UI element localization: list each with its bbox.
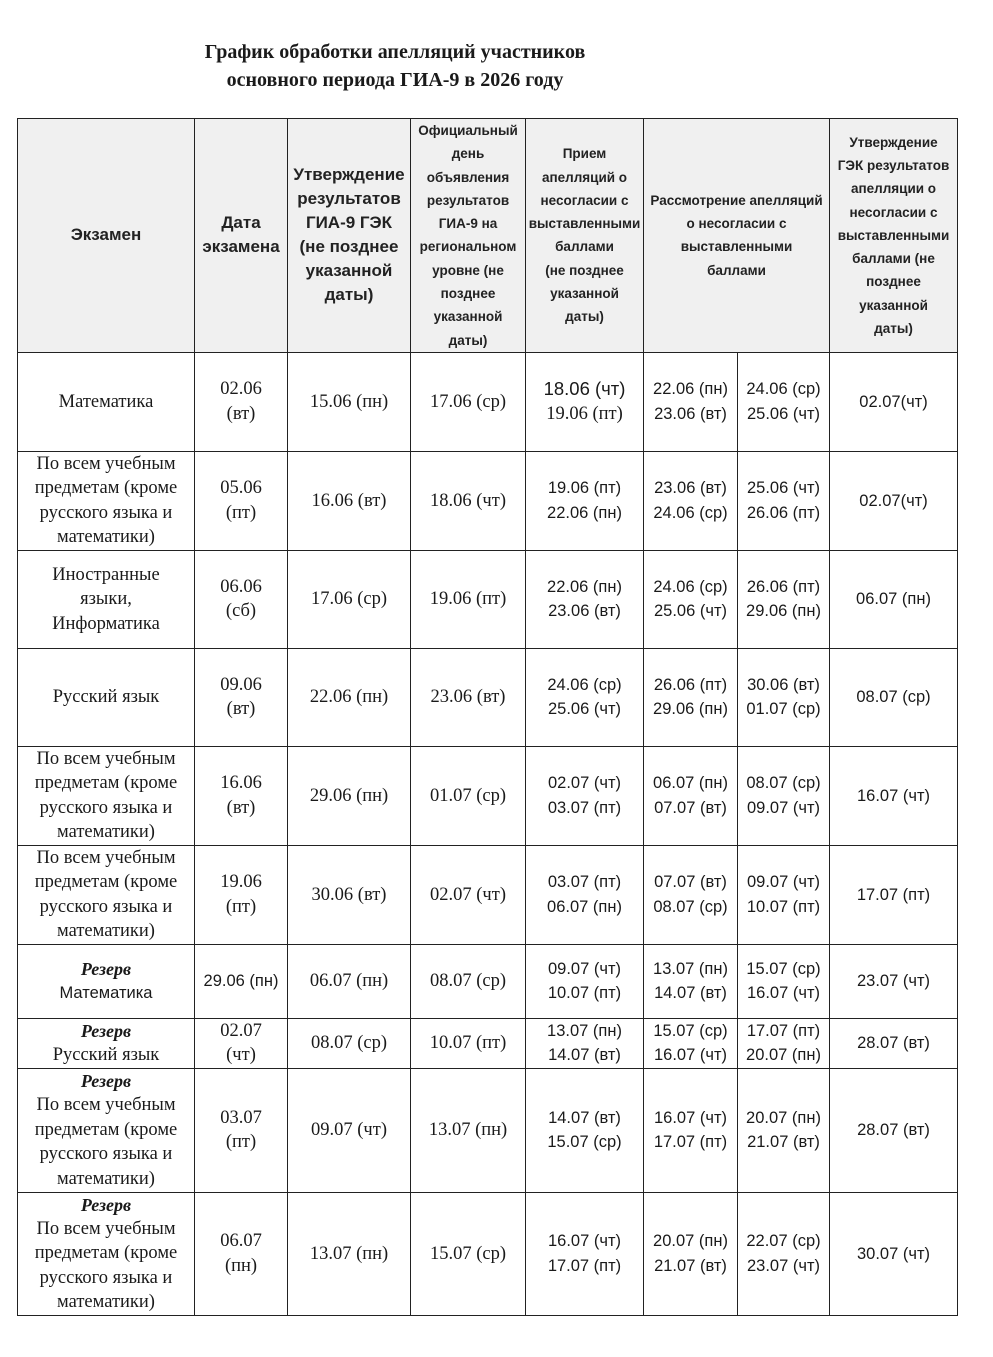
exam-date-line: (вт) — [226, 403, 256, 424]
table-row — [18, 746, 958, 845]
appeal-receipt-cell — [526, 451, 644, 550]
exam-name-line: По всем учебным — [36, 748, 176, 769]
appeal-review-second-cell — [738, 1192, 830, 1315]
exam-date-line: (вт) — [226, 797, 256, 818]
exam-date-line: (пт) — [225, 502, 257, 523]
header-approval — [288, 119, 411, 353]
appeal-receipt-line: 03.07 (пт) — [547, 873, 622, 892]
appeal-review-second-line: 30.06 (вт) — [747, 675, 820, 694]
appeal-review-first-cell — [644, 352, 738, 451]
official-day-cell: 13.07 (пн) — [411, 1068, 526, 1192]
exam-date-cell — [195, 352, 288, 451]
appeal-review-second-line: 08.07 (ср) — [746, 774, 821, 793]
appeal-review-second-line: 26.06 (пт) — [746, 503, 821, 522]
exam-name-line: предметам (кроме — [34, 773, 178, 794]
appeal-review-first-line: 17.07 (пт) — [653, 1133, 728, 1152]
appeal-receipt-cell — [526, 1192, 644, 1315]
appeal-review-first-line: 08.07 (ср) — [653, 897, 728, 916]
header-approval-line: (не позднее — [299, 237, 399, 257]
appeal-review-second-line: 16.07 (чт) — [746, 984, 821, 1003]
exam-cell — [18, 1068, 195, 1192]
appeal-review-first-cell — [644, 451, 738, 550]
exam-name-line: предметам (кроме — [34, 872, 178, 893]
header-official-day-line: Официальный — [418, 123, 518, 138]
table-row — [18, 451, 958, 550]
appeal-receipt-cell — [526, 845, 644, 944]
appeal-review-second-line: 10.07 (пт) — [746, 897, 821, 916]
appeal-review-first-line: 24.06 (ср) — [653, 503, 728, 522]
header-official-day-line: региональном — [419, 239, 517, 255]
header-exam: Экзамен — [18, 119, 195, 353]
appeal-review-first-line: 13.07 (пн) — [653, 959, 728, 978]
appeal-receipt-cell — [526, 944, 644, 1018]
table-row — [18, 845, 958, 944]
exam-date-line: 05.06 — [220, 478, 262, 499]
table-body — [18, 352, 958, 1315]
gek-approval-cell: 02.07(чт) — [830, 451, 958, 550]
reserve-label: Резерв — [80, 1194, 132, 1215]
appeal-review-second-cell — [738, 746, 830, 845]
approval-cell: 17.06 (ср) — [288, 550, 411, 648]
appeal-review-first-line: 16.07 (чт) — [653, 1046, 728, 1065]
exam-name-line: русского языка и — [39, 1267, 173, 1288]
appeal-review-second-cell — [738, 1018, 830, 1068]
appeal-receipt-line: 22.06 (пн) — [547, 503, 622, 522]
exam-name-line: математики) — [57, 822, 155, 843]
gek-approval-cell: 28.07 (вт) — [830, 1068, 958, 1192]
exam-name-line: русского языка и — [39, 1144, 173, 1165]
official-day-cell: 01.07 (ср) — [411, 746, 526, 845]
exam-name-line: математики) — [57, 921, 155, 942]
header-appeal-receipt-line: апелляций о — [541, 169, 628, 185]
header-appeal-receipt-line: (не позднее — [545, 262, 624, 278]
header-appeal-review-line: выставленными — [680, 239, 793, 255]
exam-cell — [18, 451, 195, 550]
exam-name-line: Русский язык — [52, 687, 160, 708]
appeal-review-second-cell — [738, 451, 830, 550]
table-row — [18, 1192, 958, 1315]
appeal-receipt-cell — [526, 550, 644, 648]
appeal-review-first-line: 21.07 (вт) — [654, 1256, 727, 1275]
header-appeal-receipt-line: несогласии с — [540, 192, 629, 208]
table-row — [18, 648, 958, 746]
gek-approval-cell: 17.07 (пт) — [830, 845, 958, 944]
header-appeal-receipt — [526, 119, 644, 353]
appeal-review-second-cell — [738, 944, 830, 1018]
header-official-day-line: позднее — [440, 286, 496, 302]
appeal-receipt-line: 24.06 (ср) — [547, 675, 622, 694]
appeal-review-first-line: 23.06 (вт) — [654, 479, 727, 498]
official-day-cell: 17.06 (ср) — [411, 352, 526, 451]
appeal-review-second-line: 25.06 (чт) — [746, 404, 821, 423]
appeal-review-first-line: 07.07 (вт) — [654, 798, 727, 817]
appeal-review-first-line: 07.07 (вт) — [654, 873, 727, 892]
appeal-review-first-cell — [644, 648, 738, 746]
header-exam-date-line: экзамена — [202, 237, 280, 257]
exam-name-line: математики) — [57, 1168, 155, 1189]
header-appeal-receipt-line: Прием — [562, 146, 607, 162]
appeal-receipt-line: 06.07 (пн) — [547, 897, 622, 916]
official-day-cell: 15.07 (ср) — [411, 1192, 526, 1315]
exam-cell — [18, 845, 195, 944]
exam-date-line: 02.07 — [220, 1020, 262, 1041]
official-day-cell: 18.06 (чт) — [411, 451, 526, 550]
official-day-cell: 23.06 (вт) — [411, 648, 526, 746]
exam-date-line: (чт) — [226, 1045, 256, 1066]
appeal-review-second-line: 25.06 (чт) — [746, 479, 821, 498]
exam-name-line: Математика — [58, 391, 154, 412]
title-line-1: График обработки апелляций участников — [204, 41, 586, 63]
header-exam-date — [195, 119, 288, 353]
appeal-receipt-line: 15.07 (ср) — [547, 1133, 622, 1152]
appeal-review-first-cell — [644, 1192, 738, 1315]
table-row — [18, 1068, 958, 1192]
exam-date-line: 29.06 (пн) — [203, 972, 279, 991]
header-exam-date-line: Дата — [221, 213, 261, 233]
appeal-review-second-cell — [738, 1068, 830, 1192]
appeal-review-second-line: 09.07 (чт) — [746, 798, 821, 817]
exam-name-line: русского языка и — [39, 502, 173, 523]
appeal-review-first-line: 16.07 (чт) — [653, 1108, 728, 1127]
exam-date-line: (пт) — [225, 896, 257, 917]
appeal-review-first-cell — [644, 1068, 738, 1192]
header-approval-line: указанной — [305, 261, 393, 281]
appeal-review-first-line: 29.06 (пн) — [653, 700, 728, 719]
header-official-day-line: даты) — [448, 332, 488, 348]
appeal-receipt-cell — [526, 746, 644, 845]
exam-date-line: 16.06 — [220, 773, 262, 794]
header-gek-approval-line: баллами (не — [852, 251, 935, 267]
exam-date-line: (пт) — [225, 1132, 257, 1153]
exam-name-line: предметам (кроме — [34, 1119, 178, 1140]
appeal-receipt-line: 09.07 (чт) — [547, 959, 622, 978]
exam-cell — [18, 1192, 195, 1315]
appeal-review-first-line: 23.06 (вт) — [654, 404, 727, 423]
appeal-review-first-line: 22.06 (пн) — [653, 380, 728, 399]
appeal-review-first-cell — [644, 944, 738, 1018]
header-official-day-line: день — [451, 146, 485, 162]
exam-name-line: русского языка и — [39, 896, 173, 917]
exam-name-line: Математика — [59, 984, 153, 1003]
appeal-receipt-line: 17.07 (пт) — [547, 1256, 622, 1275]
exam-date-line: (пн) — [224, 1255, 258, 1276]
header-approval-line: ГИА-9 ГЭК — [305, 213, 393, 233]
appeal-review-first-cell — [644, 550, 738, 648]
header-gek-approval-line: указанной — [859, 297, 928, 313]
exam-name-line: математики) — [57, 1292, 155, 1313]
header-official-day-line: уровне (не — [432, 262, 504, 278]
appeal-receipt-line: 13.07 (пн) — [547, 1021, 622, 1040]
appeal-receipt-cell — [526, 1068, 644, 1192]
exam-cell — [18, 648, 195, 746]
reserve-label: Резерв — [80, 959, 132, 980]
appeal-review-second-line: 15.07 (ср) — [746, 959, 821, 978]
document-title — [110, 38, 680, 94]
exam-name-line: русского языка и — [39, 797, 173, 818]
appeal-review-second-cell — [738, 845, 830, 944]
gek-approval-cell: 28.07 (вт) — [830, 1018, 958, 1068]
appeal-review-second-line: 01.07 (ср) — [746, 700, 821, 719]
header-row — [18, 119, 958, 353]
approval-cell: 09.07 (чт) — [288, 1068, 411, 1192]
header-gek-approval-line: позднее — [866, 274, 921, 290]
exam-date-cell — [195, 1068, 288, 1192]
appeal-review-second-line: 20.07 (пн) — [746, 1108, 821, 1127]
exam-date-cell — [195, 1192, 288, 1315]
exam-name-line: По всем учебным — [36, 1218, 176, 1239]
exam-date-cell — [195, 1018, 288, 1068]
exam-name-line: Информатика — [52, 613, 160, 634]
appeal-review-first-line: 15.07 (ср) — [653, 1021, 728, 1040]
header-gek-approval-line: несогласии с — [849, 204, 938, 220]
exam-date-line: (сб) — [225, 601, 257, 622]
official-day-cell: 08.07 (ср) — [411, 944, 526, 1018]
gek-approval-cell: 30.07 (чт) — [830, 1192, 958, 1315]
gek-approval-cell: 16.07 (чт) — [830, 746, 958, 845]
exam-date-line: 03.07 — [220, 1107, 262, 1128]
exam-name-line: По всем учебным — [36, 847, 176, 868]
header-appeal-receipt-line: указанной — [550, 286, 619, 302]
approval-cell: 06.07 (пн) — [288, 944, 411, 1018]
exam-date-cell — [195, 944, 288, 1018]
appeal-review-second-line: 24.06 (ср) — [746, 380, 821, 399]
header-appeal-review — [644, 119, 830, 353]
reserve-label: Резерв — [80, 1021, 132, 1042]
exam-name-line: языки, — [80, 589, 132, 610]
header-appeal-receipt-line: баллами — [555, 239, 614, 255]
appeal-receipt-cell — [526, 1018, 644, 1068]
appeal-review-first-cell — [644, 845, 738, 944]
exam-date-line: 02.06 — [220, 379, 262, 400]
header-official-day — [411, 119, 526, 353]
appeal-receipt-line: 18.06 (чт) — [543, 378, 626, 400]
appeal-review-second-line: 29.06 (пн) — [746, 602, 821, 621]
exam-date-line: 19.06 — [220, 872, 262, 893]
exam-name-line: По всем учебным — [36, 1095, 176, 1116]
appeal-review-first-line: 26.06 (пт) — [653, 675, 728, 694]
appeal-review-first-line: 20.07 (пн) — [653, 1232, 728, 1251]
appeal-receipt-line: 03.07 (пт) — [547, 798, 622, 817]
appeal-receipt-line: 25.06 (чт) — [547, 700, 622, 719]
header-approval-line: результатов — [297, 189, 401, 209]
gek-approval-cell: 06.07 (пн) — [830, 550, 958, 648]
header-gek-approval-line: Утверждение — [849, 134, 938, 150]
appeal-receipt-cell — [526, 648, 644, 746]
exam-date-line: 06.07 — [220, 1231, 262, 1252]
appeal-receipt-line: 23.06 (вт) — [548, 602, 621, 621]
table-row — [18, 1018, 958, 1068]
appeal-review-second-line: 23.07 (чт) — [746, 1256, 821, 1275]
exam-date-line: 06.06 — [220, 576, 262, 597]
appeal-receipt-cell — [526, 352, 644, 451]
title-line-2: основного периода ГИА-9 в 2026 году — [226, 69, 564, 91]
official-day-cell: 02.07 (чт) — [411, 845, 526, 944]
appeal-receipt-line: 02.07 (чт) — [547, 774, 622, 793]
exam-cell — [18, 944, 195, 1018]
approval-cell: 08.07 (ср) — [288, 1018, 411, 1068]
exam-cell — [18, 550, 195, 648]
exam-name-line: предметам (кроме — [34, 1243, 178, 1264]
appeal-receipt-line: 19.06 (пт) — [547, 479, 622, 498]
appeal-review-first-line: 24.06 (ср) — [653, 577, 728, 596]
gek-approval-cell: 23.07 (чт) — [830, 944, 958, 1018]
header-appeal-receipt-line: выставленными — [528, 216, 641, 232]
appeal-review-second-line: 21.07 (вт) — [747, 1133, 820, 1152]
exam-date-cell — [195, 746, 288, 845]
exam-date-cell — [195, 845, 288, 944]
exam-name-line: предметам (кроме — [34, 478, 178, 499]
header-official-day-line: ГИА-9 на — [438, 216, 498, 232]
header-approval-line: Утверждение — [293, 165, 405, 185]
header-appeal-review-line: баллами — [707, 262, 766, 278]
exam-date-cell — [195, 648, 288, 746]
approval-cell: 15.06 (пн) — [288, 352, 411, 451]
appeals-schedule-table — [17, 118, 958, 1316]
appeal-review-first-line: 06.07 (пн) — [653, 774, 728, 793]
header-approval-line: даты) — [324, 285, 374, 305]
appeal-review-second-cell — [738, 550, 830, 648]
approval-cell: 29.06 (пн) — [288, 746, 411, 845]
appeal-review-second-line: 09.07 (чт) — [746, 873, 821, 892]
table-row — [18, 944, 958, 1018]
header-appeal-receipt-line: даты) — [565, 309, 604, 325]
approval-cell: 30.06 (вт) — [288, 845, 411, 944]
official-day-cell: 10.07 (пт) — [411, 1018, 526, 1068]
header-gek-approval-line: даты) — [874, 321, 913, 337]
appeal-receipt-line: 22.06 (пн) — [547, 577, 622, 596]
approval-cell: 22.06 (пн) — [288, 648, 411, 746]
exam-name-line: Иностранные — [52, 564, 160, 585]
header-gek-approval-line: апелляции о — [850, 181, 937, 197]
approval-cell: 16.06 (вт) — [288, 451, 411, 550]
gek-approval-cell: 08.07 (ср) — [830, 648, 958, 746]
exam-cell — [18, 746, 195, 845]
appeal-receipt-line: 10.07 (пт) — [547, 984, 622, 1003]
appeal-review-second-line: 26.06 (пт) — [746, 577, 821, 596]
exam-name-line: По всем учебным — [36, 453, 176, 474]
exam-name-line: Русский язык — [52, 1045, 160, 1066]
exam-date-cell — [195, 451, 288, 550]
appeal-review-first-cell — [644, 1018, 738, 1068]
appeal-receipt-line: 16.07 (чт) — [547, 1232, 622, 1251]
header-gek-approval-line: выставленными — [837, 227, 950, 243]
reserve-label: Резерв — [80, 1071, 132, 1092]
header-appeal-review-line: Рассмотрение апелляций — [650, 192, 823, 208]
header-gek-approval — [830, 119, 958, 353]
gek-approval-cell: 02.07(чт) — [830, 352, 958, 451]
official-day-cell: 19.06 (пт) — [411, 550, 526, 648]
appeal-receipt-line: 14.07 (вт) — [548, 1108, 621, 1127]
table-row — [18, 550, 958, 648]
approval-cell: 13.07 (пн) — [288, 1192, 411, 1315]
appeal-receipt-line: 14.07 (вт) — [548, 1046, 621, 1065]
exam-cell — [18, 352, 195, 451]
header-official-day-line: объявления — [426, 169, 510, 185]
exam-cell — [18, 1018, 195, 1068]
appeal-review-first-cell — [644, 746, 738, 845]
appeal-review-second-cell — [738, 648, 830, 746]
appeal-review-second-line: 20.07 (пн) — [746, 1046, 821, 1065]
appeal-review-second-line: 17.07 (пт) — [746, 1021, 821, 1040]
header-official-day-line: результатов — [426, 192, 510, 208]
appeal-review-first-line: 14.07 (вт) — [654, 984, 727, 1003]
header-gek-approval-line: ГЭК результатов — [837, 157, 950, 173]
header-appeal-review-line: о несогласии с — [686, 216, 787, 232]
exam-date-line: 09.06 — [220, 674, 262, 695]
appeal-review-second-cell — [738, 352, 830, 451]
header-official-day-line: указанной — [433, 309, 503, 325]
exam-date-line: (вт) — [226, 699, 256, 720]
appeal-receipt-line: 19.06 (пт) — [546, 403, 623, 424]
exam-date-cell — [195, 550, 288, 648]
exam-name-line: математики) — [57, 527, 155, 548]
appeal-review-second-line: 22.07 (ср) — [746, 1232, 821, 1251]
table-row — [18, 352, 958, 451]
appeal-review-first-line: 25.06 (чт) — [653, 602, 728, 621]
